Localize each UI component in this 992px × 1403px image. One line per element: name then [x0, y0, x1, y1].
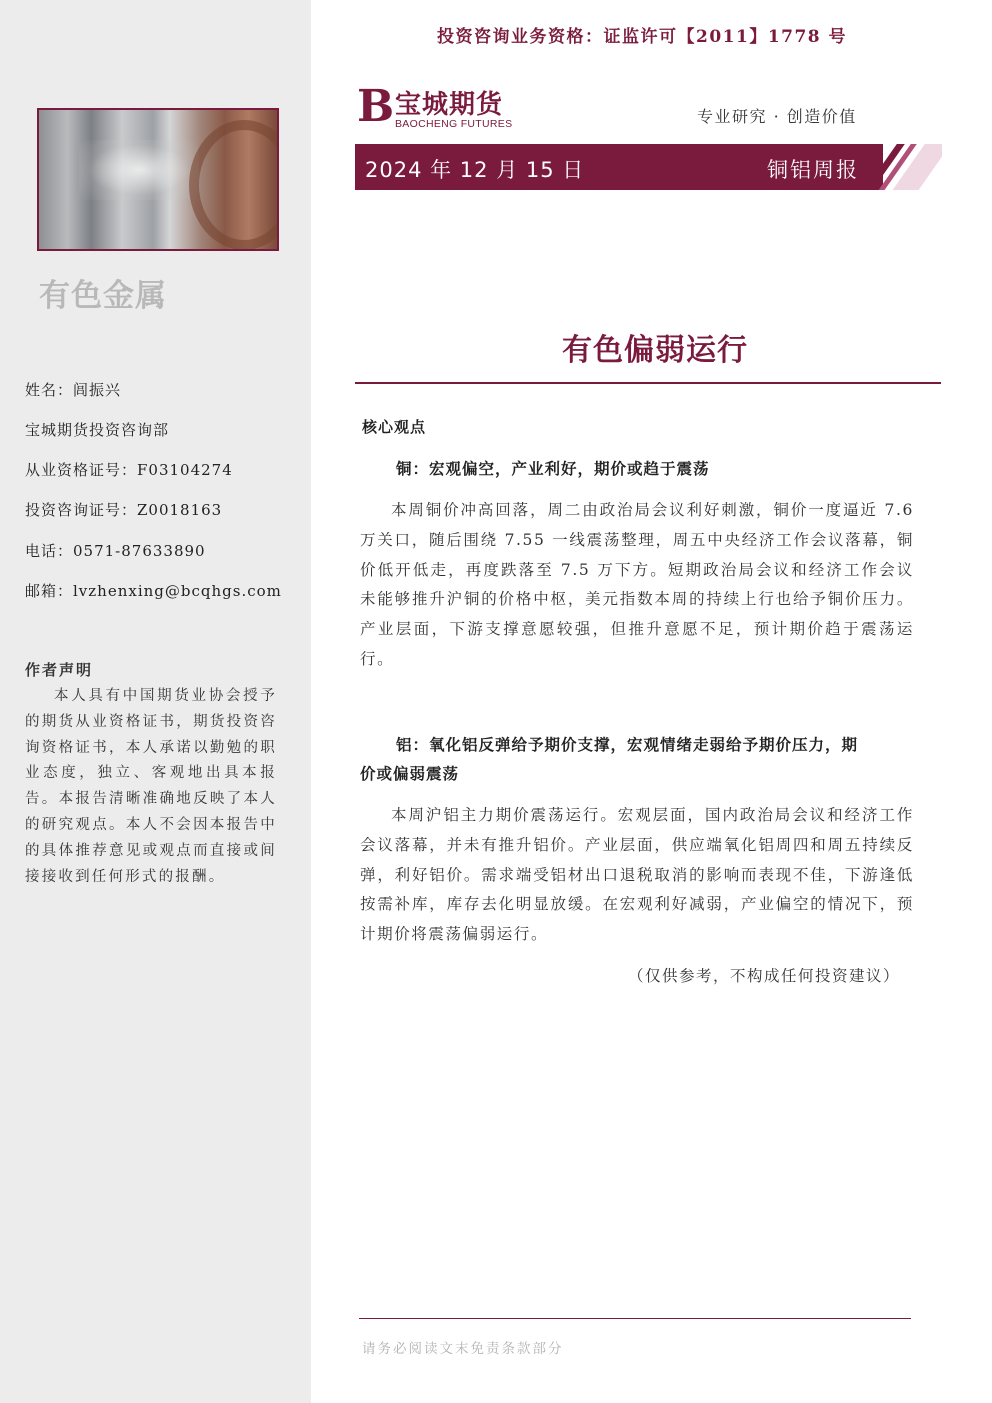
author-department: 宝城期货投资咨询部	[25, 421, 170, 439]
aluminum-heading-line1: 铝：氧化铝反弹给予期价支撑，宏观情绪走弱给予期价压力，期	[396, 735, 859, 754]
footer-disclaimer: 请务必阅读文末免责条款部分	[362, 1341, 564, 1357]
logo-mark-icon: B	[357, 81, 395, 132]
date-banner	[355, 144, 883, 190]
banner-stripes	[868, 144, 942, 190]
author-statement-title: 作者声明	[25, 661, 94, 679]
slogan: 专业研究 · 创造价值	[697, 107, 857, 126]
logo-text-en: BAOCHENG FUTURES	[395, 118, 513, 130]
copper-heading: 铜：宏观偏空，产业利好，期价或趋于震荡	[396, 459, 710, 478]
consulting-number: 投资咨询证号：Z0018163	[25, 501, 223, 519]
reference-note: （仅供参考，不构成任何投资建议）	[628, 967, 901, 985]
core-view-title: 核心观点	[362, 418, 427, 436]
logo-text-cn: 宝城期货	[395, 90, 504, 120]
author-name: 姓名：闾振兴	[25, 381, 122, 399]
aluminum-paragraph: 本周沪铝主力期价震荡运行。宏观层面，国内政治局会议和经济工作会议落幕，并未有推升铝价。产业层面，供应端氧化铝周四和周五持续反弹，利好铝价。需求端受铝材出口退税取消的影响而表现不佳，下游逢低按需补库，库存去化明显放缓。在宏观利好减弱，产业偏空的情况下，预计期价将震荡偏弱运行。	[360, 806, 914, 944]
sidebar	[0, 0, 311, 1403]
sector-label: 有色金属	[39, 278, 167, 314]
report-type: 铜铝周报	[767, 158, 859, 182]
report-date: 2024 年 12 月 15 日	[365, 158, 585, 182]
phone-number: 电话：0571-87633890	[25, 542, 206, 560]
copper-paragraph: 本周铜价冲高回落，周二由政治局会议利好刺激，铜价一度逼近 7.6 万关口，随后围绕 7.55 一线震荡整理，周五中央经济工作会议落幕，铜价低开低走，再度跌落至 7.5 万下方。短期政治局会议和经济工作会议未能够推升沪铜的价格中枢，美元指数本周的持续上行也给予铜价压力。产业层面，下游支撑意愿较强，但推升意愿不足，预计期价趋于震荡运行。	[360, 501, 914, 668]
cover-image	[37, 108, 279, 251]
author-statement-body: 本人具有中国期货业协会授予的期货从业资格证书，期货投资咨询资格证书，本人承诺以勤勉的职业态度，独立、客观地出具本报告。本报告清晰准确地反映了本人的研究观点。本人不会因本报告中的具体推荐意见或观点而直接或间接接收到任何形式的报酬。	[25, 688, 277, 885]
license-line: 投资咨询业务资格：证监许可【2011】1778 号	[437, 27, 848, 47]
aluminum-heading-line2: 价或偏弱震荡	[360, 764, 460, 783]
qualification-number: 从业资格证号：F03104274	[25, 461, 233, 479]
company-logo	[357, 81, 527, 132]
email-address: 邮箱：lvzhenxing@bcqhgs.com	[25, 582, 282, 600]
footer-divider	[359, 1318, 911, 1319]
report-title: 有色偏弱运行	[562, 333, 748, 368]
title-divider	[355, 382, 941, 384]
